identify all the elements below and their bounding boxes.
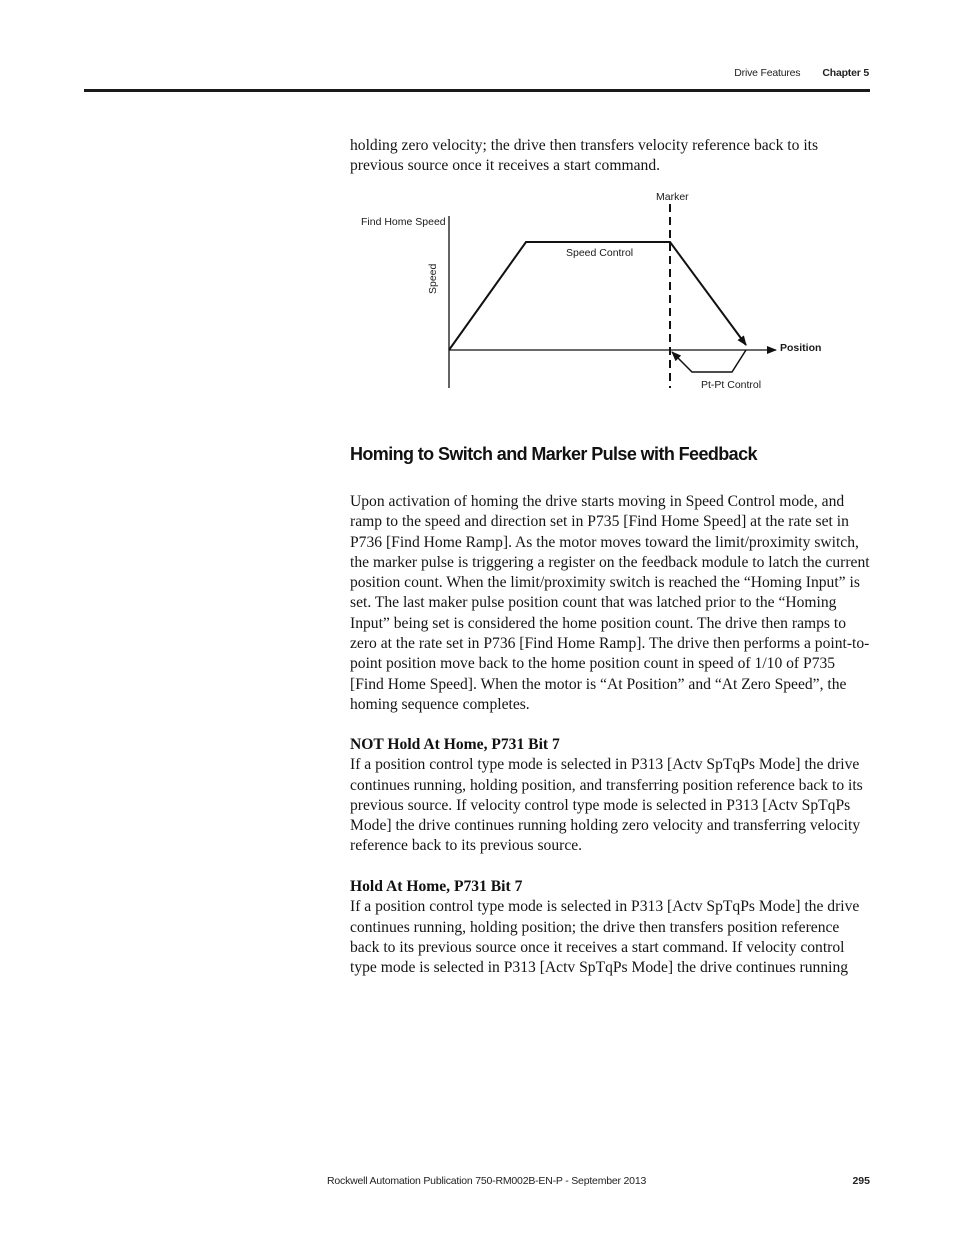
header-section: Drive Features [734,67,801,79]
intro-paragraph: holding zero velocity; the drive then transfers velocity reference back to its previous source once it receives a start command. [350,137,819,175]
marker-label: Marker [656,191,689,203]
speed-control-label: Speed Control [566,247,634,259]
main-paragraph-block [350,492,870,715]
hold-block [350,877,870,978]
header-chapter: Chapter 5 [822,67,869,79]
speed-axis-label: Speed [427,263,439,294]
not-hold-block [350,735,870,857]
pt-pt-control-label: Pt-Pt Control [701,379,762,391]
main-paragraph: Upon activation of homing the drive starts moving in Speed Control mode, and ramp to the speed and direction set in P735 [Find Home Speed] at the rate set in P736 [Find Home Ramp]. As the motor moves toward the limit/proximity switch, the marker pulse is triggering a register on the feedback module to latch the current position count. When the limit/proximity switch is reached the “Homing Input” is set. The last maker pulse position count that was latched prior to the “Homing Input” being set is considered the home position count. The drive then ramps to zero at the rate set in P736 [Find Home Ramp]. The drive then performs a point-to-point position move back to the home position count in speed of 1/10 of P735 [Find Home Speed]. When the motor is “At Position” and “At Zero Speed”, the homing sequence completes. [350,493,870,713]
page-number: 295 [852,1175,870,1187]
pt-pt-control-curve [672,350,746,372]
hold-title: Hold At Home, P731 Bit 7 [350,878,523,895]
find-home-speed-label: Find Home Speed [361,216,446,228]
position-label: Position [780,342,822,354]
homing-diagram [350,182,830,402]
page-header [734,67,869,79]
hold-text: If a position control type mode is selected in P313 [Actv SpTqPs Mode] the drive continues running, holding position; the drive then transfers position reference back to its previous source once it receives a start command. If velocity control type mode is selected in P313 [Actv SpTqPs Mode] the drive continues running [350,898,860,977]
footer-publication: Rockwell Automation Publication 750-RM002B-EN-P - September 2013 [327,1175,647,1187]
not-hold-text: If a position control type mode is selected in P313 [Actv SpTqPs Mode] the drive continues running, holding position, and transferring position reference back to its previous source. If velocity control type mode is selected in P313 [Actv SpTqPs Mode] the drive continues running holding zero velocity and transferring velocity reference back to its previous source. [350,756,863,855]
section-heading: Homing to Switch and Marker Pulse with Feedback [350,444,757,464]
intro-block [350,136,870,177]
not-hold-title: NOT Hold At Home, P731 Bit 7 [350,736,560,753]
header-rule [84,89,870,92]
